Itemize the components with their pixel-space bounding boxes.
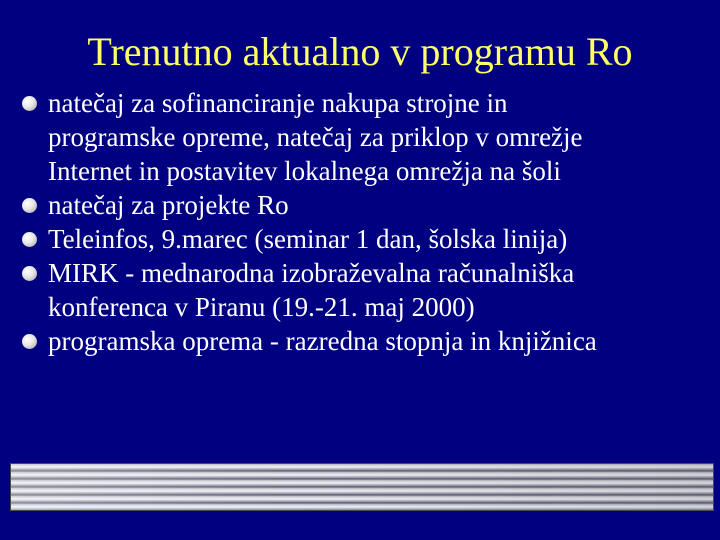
decorative-bar (10, 463, 714, 511)
bullet-icon (22, 232, 37, 247)
bullet-icon (22, 334, 37, 349)
bullet-item (22, 188, 712, 222)
bullet-item (22, 86, 712, 188)
slide-title: Trenutno aktualno v programu Ro (87, 29, 633, 74)
bullet-line: programske opreme, natečaj za priklop v omrežje (48, 122, 583, 152)
bullet-item (22, 324, 712, 358)
bullet-line: Internet in postavitev lokalnega omrežja na šoli (48, 156, 561, 186)
bullet-line: programska oprema - razredna stopnja in knjižnica (48, 326, 597, 356)
bullet-icon (22, 198, 37, 213)
bullet-line: konferenca v Piranu (19.-21. maj 2000) (48, 292, 475, 322)
bullet-item (22, 256, 712, 324)
decorative-bar-sheen (11, 464, 713, 510)
bullet-line: Teleinfos, 9.marec (seminar 1 dan, šolska linija) (48, 224, 568, 254)
bullet-line: natečaj za projekte Ro (48, 190, 289, 220)
bullet-icon (22, 96, 37, 111)
bullet-line: natečaj za sofinanciranje nakupa strojne in (48, 88, 508, 118)
bullet-list (22, 86, 712, 358)
bullet-line: MIRK - mednarodna izobraževalna računalniška (48, 258, 575, 288)
bullet-item (22, 222, 712, 256)
bullet-icon (22, 266, 37, 281)
